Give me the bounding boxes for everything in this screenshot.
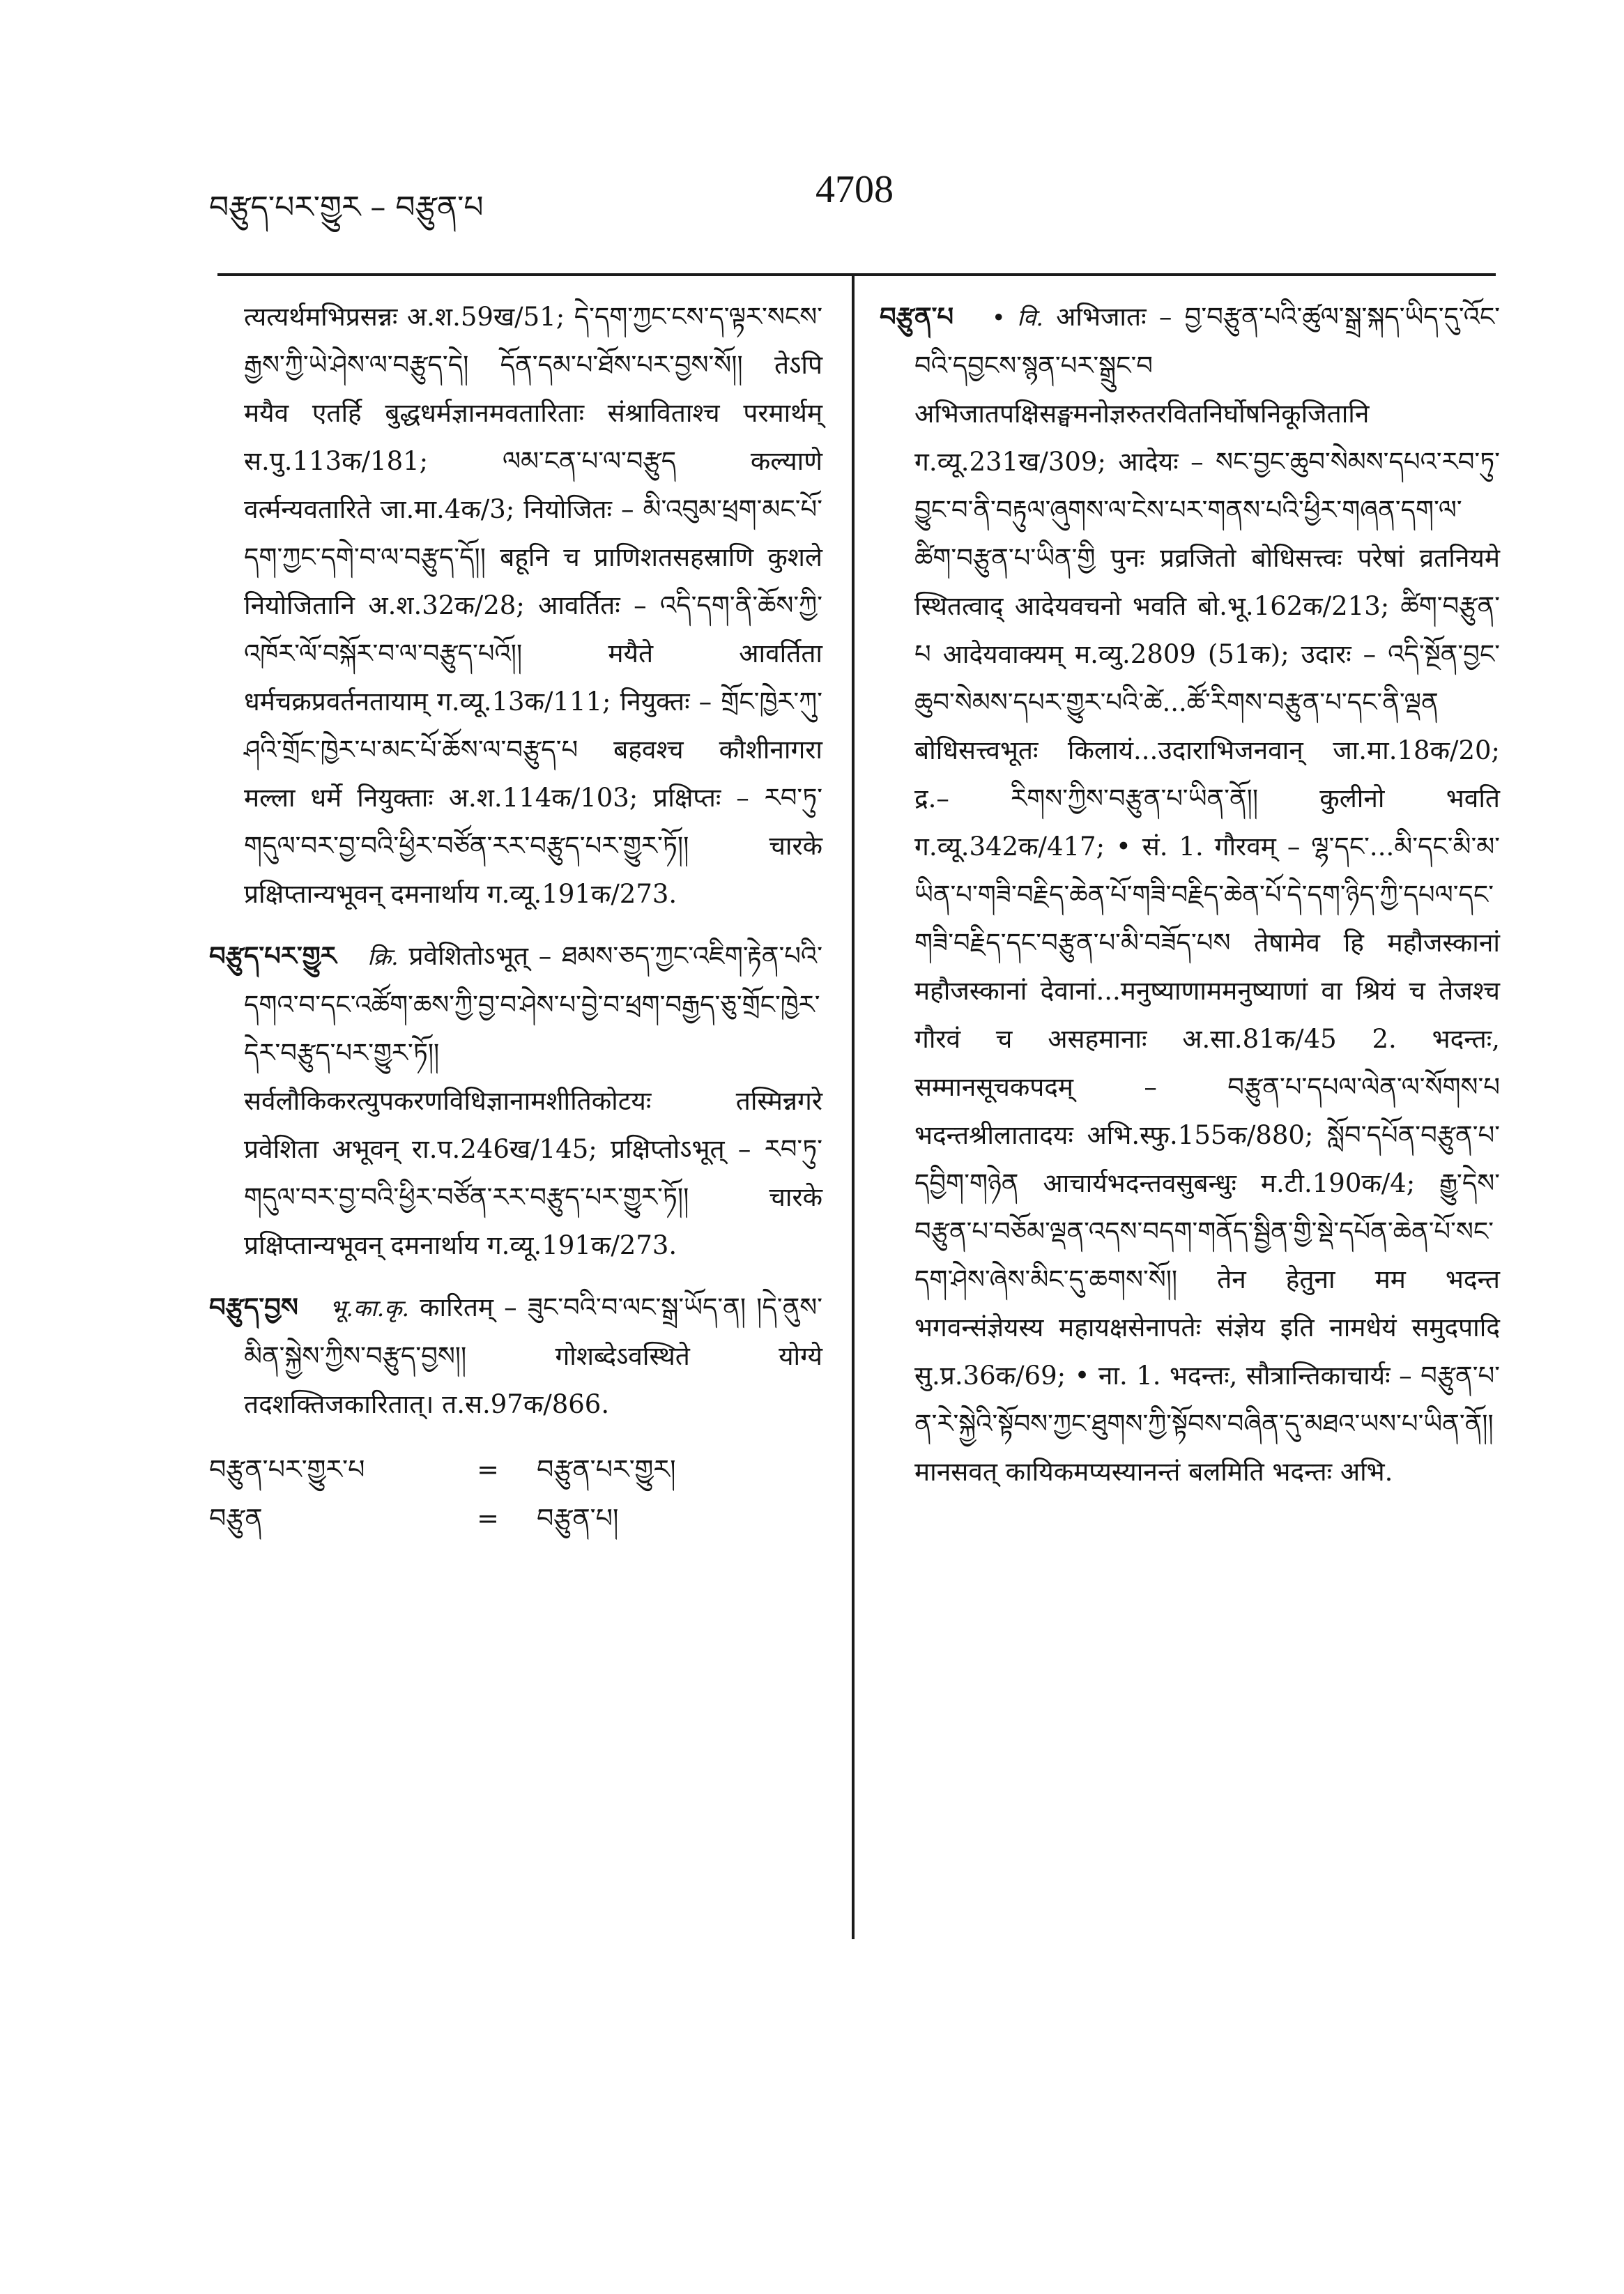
entry-headword: བརྩུད་པར་གྱུར [209, 940, 337, 971]
header-rule [217, 273, 1496, 276]
entry-headword: བརྩུན་པ [880, 301, 954, 332]
grammar-label: क्रि. [367, 943, 399, 970]
grammar-label: भू.का.कृ. [330, 1294, 410, 1322]
dictionary-entry [209, 932, 822, 1269]
column-divider [852, 273, 855, 1939]
dictionary-entry [880, 293, 1500, 1496]
entry-body: कारितम् – ཟུང་བའི་བ་ལང་སྒྲ་ཡོད་ན། །དེ་ནུས་མིན་སྐྱེས་ཀྱིས་བརྩུད་བྱས།། गोशब्देऽवस्थिते योग्ये तदशक्तिजकारितात्। त.स.97क/866. [244, 1292, 822, 1419]
dictionary-entry [209, 1283, 822, 1428]
xref-to: བརྩུན་པ། [537, 1503, 619, 1534]
right-column [880, 293, 1500, 1496]
page-header [209, 167, 1478, 223]
left-column [209, 293, 822, 1543]
entry-body: अभिजातः – བྱ་བརྩུན་པའི་ཚུལ་སྒྲ་སྐད་ཡིད་དུ་འོང་བའི་དབྱངས་སྙན་པར་སྒྲུང་བ अभिजातपक्षिसङ्घमनोज्ञरुतरवितनिर्घोषनिकूजितानि ग.व्यू.231ख/309; आदेयः – སང་བྱང་ཆུབ་སེམས་དཔའ་རབ་ཏུ་བྱུང་བ་ནི་བརྟུལ་ཞུགས་ལ་ངེས་པར་གནས་པའི་ཕྱིར་གཞན་དག་ལ་ཚིག་བརྩུན་པ་ཡིན་གྱི पुनः प्रव्रजितो बोधिसत्त्वः परेषां व्रतनियमे स्थितत्वाद् आदेयवचनो भवति बो.भू.162क/213; ཚིག་བརྩུན་པ आदेयवाक्यम् म.व्यु.2809 (51क); उदारः – འདི་སྔོན་བྱང་ཆུབ་སེམས་དཔར་གྱུར་པའི་ཚེ...ཚོ་རིགས་བརྩུན་པ་དང་ནི་ལྡན बोधिसत्त्वभूतः किलायं...उदाराभिजनवान् जा.मा.18क/20; द्र.– རིགས་ཀྱིས་བརྩུན་པ་ཡིན་ནོ།། कुलीनो भवति ग.व्यू.342क/417; • सं. 1. गौरवम् – ལྷ་དང་...མི་དང་མི་མ་ཡིན་པ་གཟི་བརྗིད་ཆེན་པོ་གཟི་བརྗིད་ཆེན་པོ་དེ་དག་ཉིད་ཀྱི་དཔལ་དང་གཟི་བརྗིད་དང་བརྩུན་པ་མི་བཟོད་པས तेषामेव हि महौजस्कानां महौजस्कानां देवानां...मनुष्याणाममनुष्याणां वा श्रियं च तेजश्च गौरवं च असहमानाः अ.सा.81क/45 2. भदन्तः, सम्मानसूचकपदम् – བརྩུན་པ་དཔལ་ལེན་ལ་སོགས་པ भदन्तश्रीलातादयः अभि.स्फु.155क/880; སློབ་དཔོན་བརྩུན་པ་དབྱིག་གཉེན आचार्यभदन्तवसुबन्धुः म.टी.190क/4; རྒྱུ་དེས་བརྩུན་པ་བཅོམ་ལྡན་འདས་བདག་གནོད་སྦྱིན་གྱི་སྡེ་དཔོན་ཆེན་པོ་སང་དག་ཤེས་ཞེས་མིང་དུ་ཆགས་སོ།། तेन हेतुना मम भदन्त भगवन्संज्ञेयस्य महायक्षसेनापतेः संज्ञेय इति नामधेयं समुदपादि सु.प्र.36क/69; • ना. 1. भदन्तः, सौत्रान्तिकाचार्यः – བརྩུན་པ་ན་རེ་སྐྱེའི་སྟོབས་ཀྱང་ཐུགས་ཀྱི་སྟོབས་བཞིན་དུ་མཐའ་ཡས་པ་ཡིན་ནོ།། मानसवत् कायिकमप्यस्यानन्तं बलमिति भदन्तः अभि. [914, 302, 1501, 1487]
xref-equals: = [477, 1454, 499, 1485]
xref-to: བརྩུན་པར་གྱུར། [537, 1454, 676, 1485]
xref-row [209, 1445, 822, 1494]
entry-continuation: त्यत्यर्थमभिप्रसन्नः अ.श.59ख/51; དེ་དག་ཀྱང་ངས་ད་ལྟར་སངས་རྒྱས་ཀྱི་ཡེ་ཤེས་ལ་བརྩུད་དེ། དོན་དམ་པ་ཐོས་པར་བྱས་སོ།། तेऽपि मयैव एतर्हि बुद्धधर्मज्ञानमवतारिताः संश्राविताश्च परमार्थम् स.पु.113क/181; ལམ་ངན་པ་ལ་བརྩུད कल्याणे वर्त्मन्यवतारिते जा.मा.4क/3; नियोजितः – མི་འབུམ་ཕྲག་མང་པོ་དག་ཀྱང་དགེ་བ་ལ་བརྩུད་དོ།། बहूनि च प्राणिशतसहस्राणि कुशले नियोजितानि अ.श.32क/28; आवर्तितः – འདི་དག་ནི་ཆོས་ཀྱི་འཁོར་ལོ་བསྐོར་བ་ལ་བརྩུད་པའོ།། मयैते आवर्तिता धर्मचक्रप्रवर्तनतायाम् ग.व्यू.13क/111; नियुक्तः – གྲོང་ཁྱེར་ཀུ་ཤའི་གྲོང་ཁྱེར་པ་མང་པོ་ཆོས་ལ་བརྩུད་པ बहवश्च कौशीनागरा मल्ला धर्मे नियुक्ताः अ.श.114क/103; प्रक्षिप्तः – རབ་ཏུ་གདུལ་བར་བྱ་བའི་ཕྱིར་བཙོན་རར་བརྩུད་པར་གྱུར་ཏོ།། चारके प्रक्षिप्तान्यभूवन् दमनार्थाय ग.व्यू.191क/273. [244, 302, 822, 909]
xref-equals: = [477, 1503, 499, 1534]
xref-from: བརྩུན་པར་གྱུར་པ [209, 1454, 365, 1485]
running-head: བརྩུད་པར་གྱུར – བརྩུན་པ [209, 190, 484, 225]
xref-row [209, 1494, 822, 1543]
entry-body: प्रवेशितोऽभूत् – ཐམས་ཅད་ཀྱང་འཇིག་རྟེན་པའི་དགའ་བ་དང་འཚོག་ཆས་ཀྱི་བྱ་བ་ཤེས་པ་བྱེ་བ་ཕྲག་བརྒྱད་ཅུ་གྲོང་ཁྱེར་དེར་བརྩུད་པར་གྱུར་ཏོ།། सर्वलौकिकरत्युपकरणविधिज्ञानामशीतिकोटयः तस्मिन्नगरे प्रवेशिता अभूवन् रा.प.246ख/145; प्रक्षिप्तोऽभूत् – རབ་ཏུ་གདུལ་བར་བྱ་བའི་ཕྱིར་བཙོན་རར་བརྩུད་པར་གྱུར་ཏོ།། चारके प्रक्षिप्तान्यभूवन् दमनार्थाय ग.व्यू.191क/273. [244, 941, 823, 1260]
cross-references [209, 1445, 822, 1543]
grammar-label: • वि. [991, 304, 1043, 331]
xref-from: བརྩུན [209, 1503, 263, 1534]
page-number: 4708 [815, 168, 894, 211]
entry-headword: བརྩུད་བྱས [209, 1292, 298, 1322]
